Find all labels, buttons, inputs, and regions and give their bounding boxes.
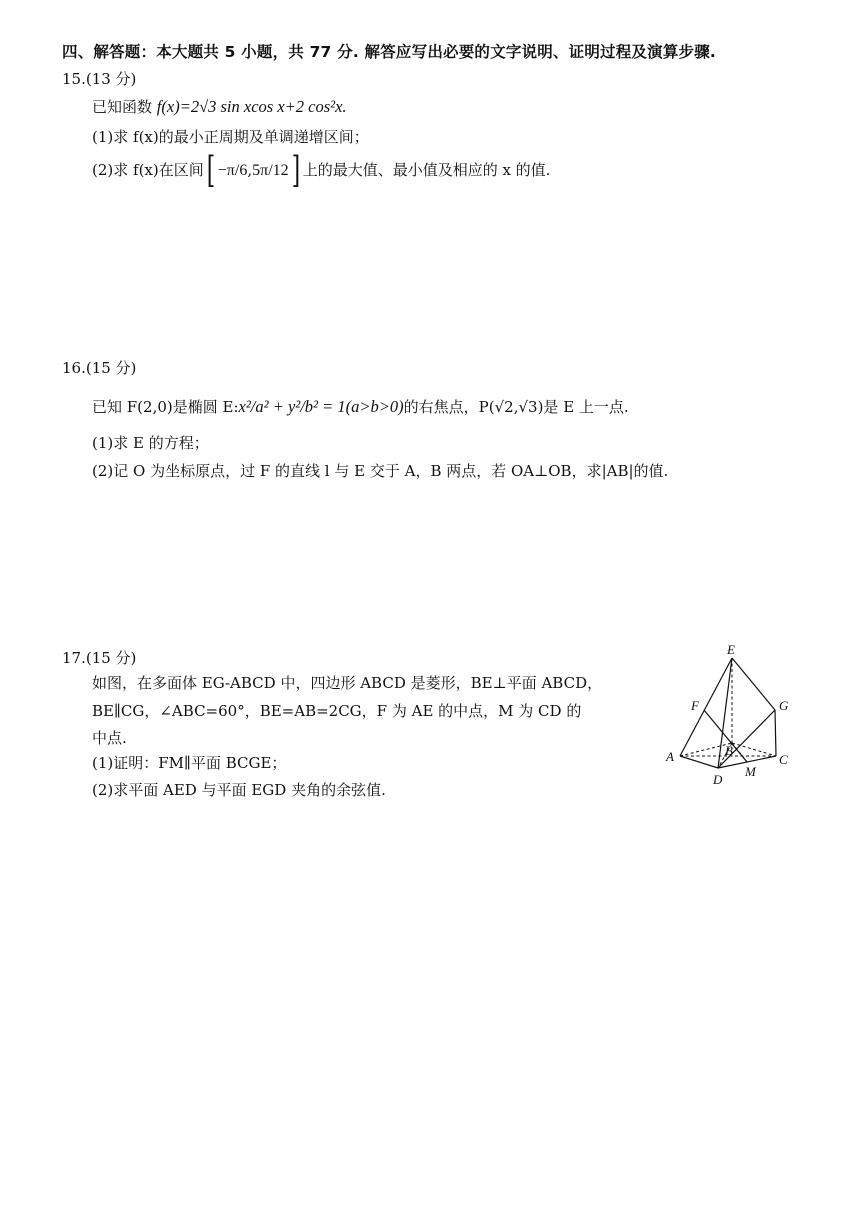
q15-part2-prefix: (2)求 f(x)在区间 [92,161,204,179]
q16-number: 16.(15 分) [62,359,137,377]
section-header: 四、解答题：本大题共 5 小题，共 77 分. 解答应写出必要的文字说明、证明过程及演算步骤. [62,43,717,61]
label-B: B [725,743,733,758]
q15-interval-right: 5π/12 [252,162,289,179]
q15-part2: (2)求 f(x)在区间[ −π/6,5π/12] 上的最大值、最小值及相应的 x 的值. [92,150,551,191]
label-C: C [779,752,788,767]
q17-number: 17.(15 分) [62,649,137,667]
q17-part2: (2)求平面 AED 与平面 EGD 夹角的余弦值. [92,781,386,799]
label-M: M [745,764,756,779]
q17-part1: (1)证明：FM∥平面 BCGE； [92,754,287,772]
label-G: G [779,698,789,713]
label-E: E [727,642,735,657]
q16-part2: (2)记 O 为坐标原点，过 F 的直线 l 与 E 交于 A，B 两点，若 OA⊥OB，求|AB|的值. [92,462,669,480]
q16-given [92,390,629,424]
q15-interval-left: −π/6 [217,162,248,179]
q15-number: 15.(13 分) [62,70,137,88]
q15-given-prefix: 已知函数 [92,98,153,116]
polyhedron-figure [660,640,800,790]
q17-line3: 中点. [92,729,127,747]
q15-function: f(x)=2√3 sin xcos x+2 cos²x. [156,97,347,116]
q15-given [92,96,347,117]
q16-given-prefix: 已知 F(2,0)是椭圆 E: [92,398,239,416]
q15-part2-suffix: 上的最大值、最小值及相应的 x 的值. [302,161,551,179]
q17-line1: 如图，在多面体 EG-ABCD 中，四边形 ABCD 是菱形，BE⊥平面 ABCD， [92,674,603,692]
q15-part1: (1)求 f(x)的最小正周期及单调递增区间； [92,128,369,146]
q16-part1: (1)求 E 的方程； [92,434,209,452]
label-F: F [691,698,699,713]
label-A: A [666,749,674,764]
q17-line2: BE∥CG，∠ABC=60°，BE=AB=2CG，F 为 AE 的中点，M 为 CD 的 [92,702,582,720]
q16-ellipse-equation: x²/a² + y²/b² = 1(a>b>0) [238,397,404,416]
label-D: D [713,772,723,787]
q16-given-middle: 的右焦点，P(√2,√3)是 E 上一点. [403,398,629,416]
